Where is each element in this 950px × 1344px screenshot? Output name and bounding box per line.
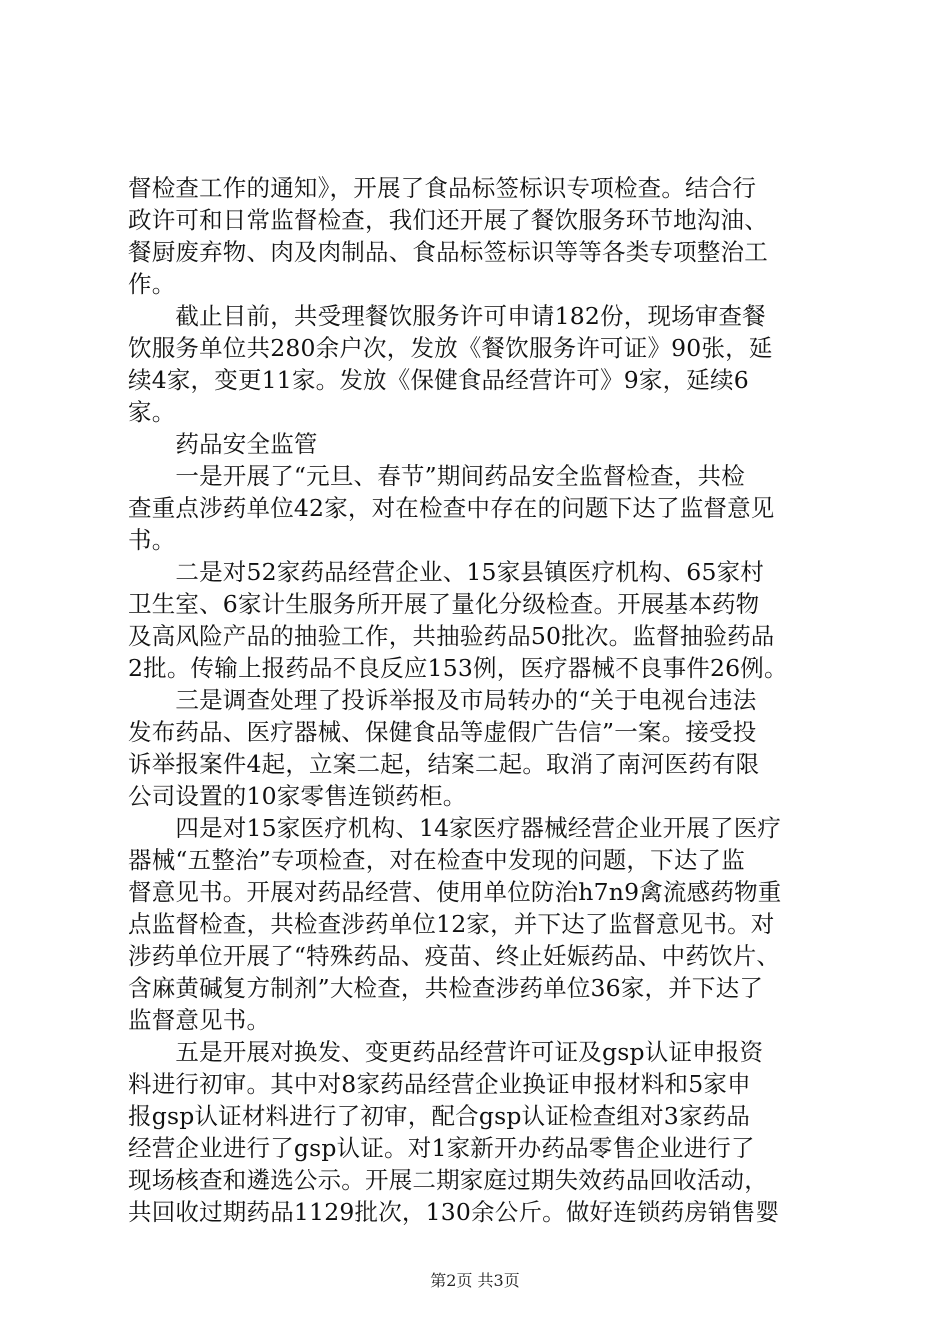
text-line: 点监督检查，共检查涉药单位12家，并下达了监督意见书。对	[128, 910, 775, 938]
text-line: 五是开展对换发、变更药品经营许可证及gsp认证申报资	[128, 1038, 764, 1066]
text-line: 药品安全监管	[128, 430, 318, 458]
text-line: 政许可和日常监督检查，我们还开展了餐饮服务环节地沟油、	[128, 206, 768, 234]
text-line: 一是开展了“元旦、春节”期间药品安全监督检查，共检	[128, 462, 745, 490]
text-line: 查重点涉药单位42家，对在检查中存在的问题下达了监督意见	[128, 494, 775, 522]
text-line: 截止目前，共受理餐饮服务许可申请182份，现场审查餐	[128, 302, 766, 330]
text-line: 三是调查处理了投诉举报及市局转办的“关于电视台违法	[128, 686, 757, 714]
text-line: 作。	[128, 270, 176, 298]
text-line: 续4家，变更11家。发放《保健食品经营许可》9家，延续6	[128, 366, 749, 394]
text-line: 饮服务单位共280余户次，发放《餐饮服务许可证》90张，延	[128, 334, 773, 362]
text-line: 监督意见书。	[128, 1006, 271, 1034]
text-line: 2批。传输上报药品不良反应153例，医疗器械不良事件26例。	[128, 654, 788, 682]
text-line: 器械“五整治”专项检查，对在检查中发现的问题，下达了监	[128, 846, 745, 874]
text-line: 督检查工作的通知》，开展了食品标签标识专项检查。结合行	[128, 174, 757, 202]
text-line: 及高风险产品的抽验工作，共抽验药品50批次。监督抽验药品	[128, 622, 775, 650]
document-body	[128, 172, 848, 1228]
text-line: 现场核查和遴选公示。开展二期家庭过期失效药品回收活动，	[128, 1166, 768, 1194]
text-line: 二是对52家药品经营企业、15家县镇医疗机构、65家村	[128, 558, 765, 586]
text-line: 公司设置的10家零售连锁药柜。	[128, 782, 467, 810]
text-line: 家。	[128, 398, 176, 426]
text-line: 共回收过期药品1129批次，130余公斤。做好连锁药房销售婴	[128, 1198, 780, 1226]
text-line: 报gsp认证材料进行了初审，配合gsp认证检查组对3家药品	[128, 1102, 751, 1130]
page-footer: 第2页 共3页	[430, 1271, 520, 1290]
text-line: 餐厨废弃物、肉及肉制品、食品标签标识等等各类专项整治工	[128, 238, 768, 266]
text-line: 发布药品、医疗器械、保健食品等虚假广告信”一案。接受投	[128, 718, 757, 746]
text-line: 书。	[128, 526, 176, 554]
text-line: 四是对15家医疗机构、14家医疗器械经营企业开展了医疗	[128, 814, 782, 842]
text-line: 诉举报案件4起，立案二起，结案二起。取消了南河医药有限	[128, 750, 760, 778]
text-line: 含麻黄碱复方制剂”大检查，共检查涉药单位36家，并下达了	[128, 974, 764, 1002]
text-line: 督意见书。开展对药品经营、使用单位防治h7n9禽流感药物重	[128, 878, 782, 906]
text-line: 料进行初审。其中对8家药品经营企业换证申报材料和5家申	[128, 1070, 751, 1098]
text-line: 经营企业进行了gsp认证。对1家新开办药品零售企业进行了	[128, 1134, 755, 1162]
text-line: 卫生室、6家计生服务所开展了量化分级检查。开展基本药物	[128, 590, 760, 618]
text-line: 涉药单位开展了“特殊药品、疫苗、终止妊娠药品、中药饮片、	[128, 942, 781, 970]
